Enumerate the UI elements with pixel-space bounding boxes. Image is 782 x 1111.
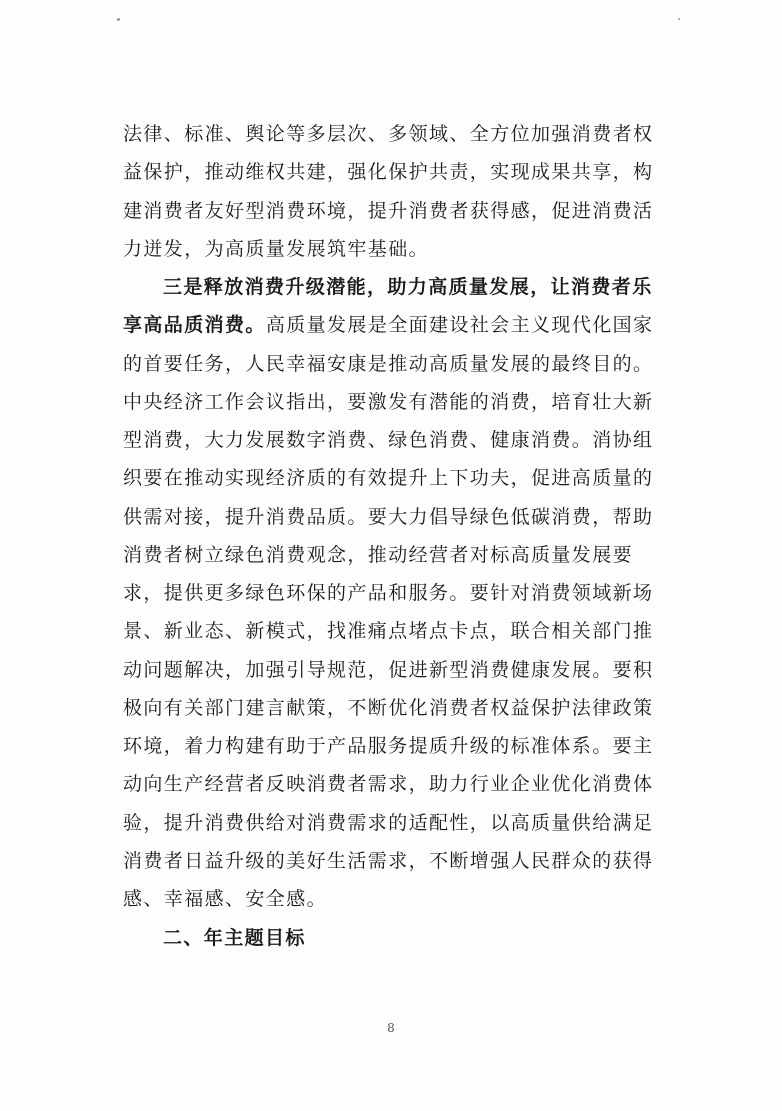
paragraph-1-line-4: 力迸发，为高质量发展筑牢基础。 [123, 238, 430, 260]
paragraph-2-line-17: 感、幸福感、安全感。 [123, 888, 328, 910]
paragraph-2-line-16: 消费者日益升级的美好生活需求，不断增强人民群众的获得 [123, 850, 654, 872]
bold-lead-sentence-part-1: 三是释放消费升级潜能，助力高质量发展，让消费者乐 [163, 276, 653, 298]
page-number: 8 [387, 1021, 395, 1035]
paragraph-2-line-15: 验，提升消费供给对消费需求的适配性，以高质量供给满足 [123, 812, 654, 834]
paragraph-2-line-6: 织要在推动实现经济质的有效提升上下功夫，促进高质量的 [123, 467, 654, 489]
paragraph-2-line-14: 动向生产经营者反映消费者需求，助力行业企业优化消费体 [123, 773, 654, 795]
paragraph-2-line-11: 动问题解决，加强引导规范，促进新型消费健康发展。要积 [123, 659, 654, 681]
paragraph-1-line-1: 法律、标准、舆论等多层次、多领域、全方位加强消费者权 [123, 123, 654, 145]
bold-lead-sentence-part-2: 享高品质消费。 [123, 314, 266, 336]
section-heading: 二、年主题目标 [163, 927, 306, 949]
scan-speck [117, 18, 120, 21]
paragraph-2-line-7: 供需对接，提升消费品质。要大力倡导绿色低碳消费，帮助 [123, 506, 654, 528]
paragraph-2-line-5: 型消费，大力发展数字消费、绿色消费、健康消费。消协组 [123, 429, 654, 451]
paragraph-1-line-2: 益保护，推动维权共建，强化保护共责，实现成果共享，构 [123, 161, 654, 183]
paragraph-2-line-3: 的首要任务，人民幸福安康是推动高质量发展的最终目的。 [123, 353, 654, 375]
scan-speck [678, 18, 680, 20]
paragraph-1-line-3: 建消费者友好型消费环境，提升消费者获得感，促进消费活 [123, 200, 654, 222]
paragraph-2-line-10: 景、新业态、新模式，找准痛点堵点卡点，联合相关部门推 [123, 620, 654, 642]
paragraph-2-line-2-text: 高质量发展是全面建设社会主义现代化国家 [265, 314, 654, 336]
paragraph-2-line-2 [123, 313, 683, 337]
paragraph-2-line-4: 中央经济工作会议指出，要激发有潜能的消费，培育壮大新 [123, 391, 654, 413]
paragraph-2-bold-line-1 [163, 275, 683, 299]
paragraph-2-line-12: 极向有关部门建言献策，不断优化消费者权益保护法律政策 [123, 697, 654, 719]
paragraph-2-line-9: 求，提供更多绿色环保的产品和服务。要针对消费领域新场 [123, 582, 654, 604]
paragraph-2-line-8: 消费者树立绿色消费观念，推动经营者对标高质量发展要 [123, 544, 634, 566]
paragraph-2-line-13: 环境，着力构建有助于产品服务提质升级的标准体系。要主 [123, 735, 654, 757]
